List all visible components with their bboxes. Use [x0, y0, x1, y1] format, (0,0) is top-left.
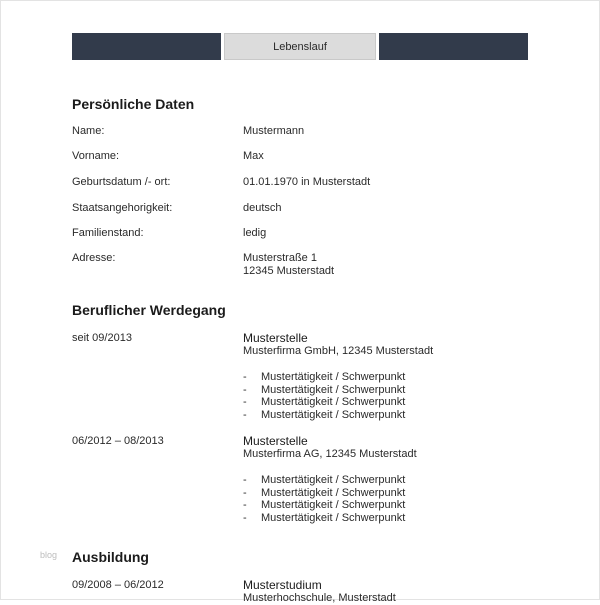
career-entry — [243, 332, 433, 422]
job-title: Musterstelle — [243, 331, 308, 345]
label-name: Name: — [72, 125, 105, 137]
label-adresse: Adresse: — [72, 252, 116, 264]
value-vorname: Max — [243, 150, 264, 162]
header-bar-left — [72, 33, 221, 60]
header-bar — [72, 33, 528, 60]
task-item: - Mustertätigkeit / Schwerpunkt — [243, 371, 406, 383]
task-item: - Mustertätigkeit / Schwerpunkt — [243, 486, 406, 499]
value-name: Mustermann — [243, 125, 305, 137]
education-entry — [243, 579, 396, 605]
task-item: - Mustertätigkeit / Schwerpunkt — [243, 474, 406, 486]
task-item: - Mustertätigkeit / Schwerpunkt — [243, 396, 406, 409]
job-company: Musterfirma AG, 12345 Musterstadt — [243, 448, 417, 460]
section-heading-career: Beruflicher Werdegang — [72, 302, 226, 318]
address-city: 12345 Musterstadt — [243, 265, 335, 277]
task-item: - Mustertätigkeit / Schwerpunkt — [243, 512, 406, 525]
career-period: 06/2012 – 08/2013 — [72, 435, 164, 447]
task-list — [243, 474, 417, 525]
task-item: - Mustertätigkeit / Schwerpunkt — [243, 499, 406, 512]
document-title: Lebenslauf — [224, 33, 375, 60]
value-familienstand: ledig — [243, 227, 267, 239]
task-item: - Mustertätigkeit / Schwerpunkt — [243, 383, 406, 396]
section-heading-education: Ausbildung — [72, 549, 149, 565]
label-geburtsdatum: Geburtsdatum /- ort: — [72, 176, 171, 188]
job-company: Musterfirma GmbH, 12345 Musterstadt — [243, 345, 434, 357]
job-title: Musterstelle — [243, 434, 308, 448]
value-adresse — [243, 252, 334, 278]
study-school: Musterhochschule, Musterstadt — [243, 592, 396, 604]
watermark: blog — [40, 550, 58, 560]
value-geburtsdatum: 01.01.1970 in Musterstadt — [243, 176, 371, 188]
section-heading-personal: Persönliche Daten — [72, 96, 195, 112]
label-staatsangehorigkeit: Staatsangehorigkeit: — [72, 202, 173, 214]
header-bar-right — [379, 33, 528, 60]
address-street: Musterstraße 1 — [243, 252, 317, 264]
value-staatsangehorigkeit: deutsch — [243, 202, 282, 214]
career-period: seit 09/2013 — [72, 332, 132, 344]
task-list — [243, 371, 433, 422]
label-vorname: Vorname: — [72, 150, 120, 162]
study-title: Musterstudium — [243, 578, 322, 592]
career-entry — [243, 435, 417, 525]
task-item: - Mustertätigkeit / Schwerpunkt — [243, 409, 406, 422]
education-period: 09/2008 – 06/2012 — [72, 579, 164, 591]
label-familienstand: Familienstand: — [72, 227, 144, 239]
